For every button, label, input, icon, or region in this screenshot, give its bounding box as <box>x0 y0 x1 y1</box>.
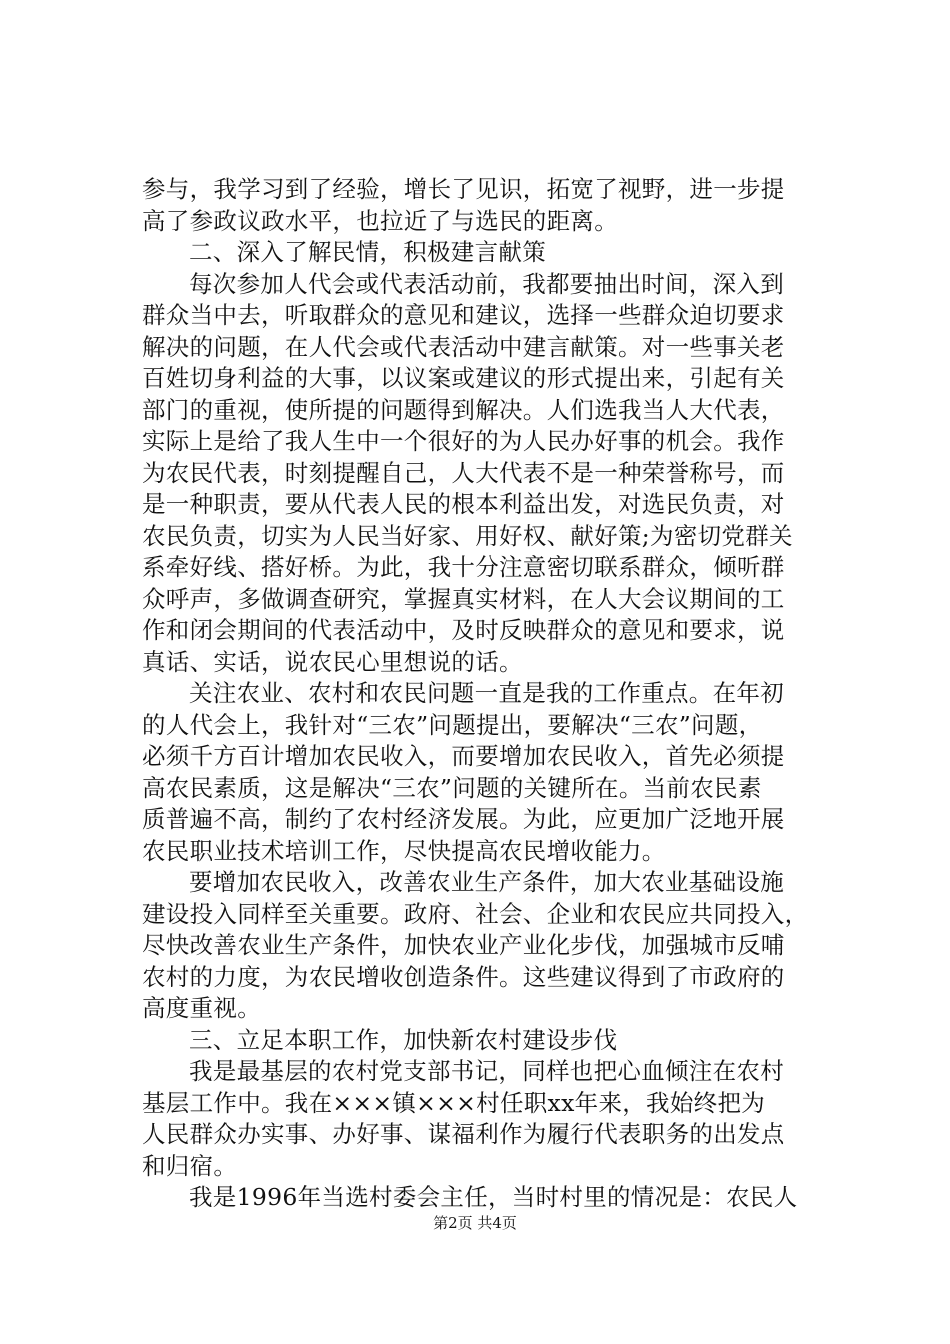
text-line: 要增加农民收入，改善农业生产条件，加大农业基础设施 <box>189 868 784 896</box>
text-line: 百姓切身利益的大事，以议案或建议的形式提出来，引起有关 <box>142 364 785 392</box>
text-line: 群众当中去，听取群众的意见和建议，选择一些群众迫切要求 <box>142 301 785 329</box>
page-footer <box>0 1213 950 1233</box>
text-line: 真话、实话，说农民心里想说的话。 <box>142 647 523 676</box>
text-line: 人民群众办实事、办好事、谋福利作为履行代表职务的出发点 <box>142 1120 785 1148</box>
text-line: 建设投入同样至关重要。政府、社会、企业和农民应共同投入， <box>142 899 809 928</box>
text-line: 关注农业、农村和农民问题一直是我的工作重点。在年初 <box>189 679 784 707</box>
text-line: 众呼声，多做调查研究，掌握真实材料，在人大会议期间的工 <box>142 584 785 613</box>
section-heading: 三、立足本职工作，加快新农村建设步伐 <box>189 1025 618 1054</box>
text-line: 的人代会上，我针对“三农”问题提出，要解决“三农”问题， <box>142 710 763 739</box>
text-line: 参与，我学习到了经验，增长了见识，拓宽了视野，进一步提 <box>142 175 785 203</box>
text-line: 高了参政议政水平，也拉近了与选民的距离。 <box>142 206 618 235</box>
text-line: 系牵好线、搭好桥。为此，我十分注意密切联系群众，倾听群 <box>142 553 785 581</box>
text-line: 是一种职责，要从代表人民的根本利益出发，对选民负责，对 <box>142 490 785 518</box>
document-body <box>142 174 832 1214</box>
text-line: 高农民素质，这是解决“三农”问题的关键所在。当前农民素 <box>142 773 762 802</box>
text-line: 农村的力度，为农民增收创造条件。这些建议得到了市政府的 <box>142 962 785 991</box>
text-line: 质普遍不高，制约了农村经济发展。为此，应更加广泛地开展 <box>142 805 785 833</box>
page-number: 第2页 共4页 <box>433 1214 517 1232</box>
text-line: 我是1996年当选村委会主任，当时村里的情况是：农民人 <box>189 1183 798 1211</box>
text-line: 高度重视。 <box>142 994 261 1022</box>
text-line: 和归宿。 <box>142 1151 238 1180</box>
text-line: 必须千方百计增加农民收入，而要增加农民收入，首先必须提 <box>142 742 785 770</box>
text-line: 我是最基层的农村党支部书记，同样也把心血倾注在农村 <box>189 1057 784 1085</box>
text-line: 部门的重视，使所提的问题得到解决。人们选我当人大代表， <box>142 395 785 424</box>
text-line: 农民职业技术培训工作，尽快提高农民增收能力。 <box>142 836 666 865</box>
text-line: 解决的问题，在人代会或代表活动中建言献策。对一些事关老 <box>142 332 785 361</box>
text-line: 农民负责，切实为人民当好家、用好权、献好策;为密切党群关 <box>142 521 793 550</box>
text-line: 基层工作中。我在×××镇×××村任职xx年来，我始终把为 <box>142 1088 766 1117</box>
text-line: 作和闭会期间的代表活动中，及时反映群众的意见和要求，说 <box>142 616 785 644</box>
text-line: 每次参加人代会或代表活动前，我都要抽出时间，深入到 <box>189 269 784 298</box>
section-heading: 二、深入了解民情，积极建言献策 <box>189 238 546 266</box>
text-line: 尽快改善农业生产条件，加快农业产业化步伐，加强城市反哺 <box>142 931 785 959</box>
text-line: 实际上是给了我人生中一个很好的为人民办好事的机会。我作 <box>142 427 785 455</box>
text-line: 为农民代表，时刻提醒自己，人大代表不是一种荣誉称号，而 <box>142 458 785 487</box>
